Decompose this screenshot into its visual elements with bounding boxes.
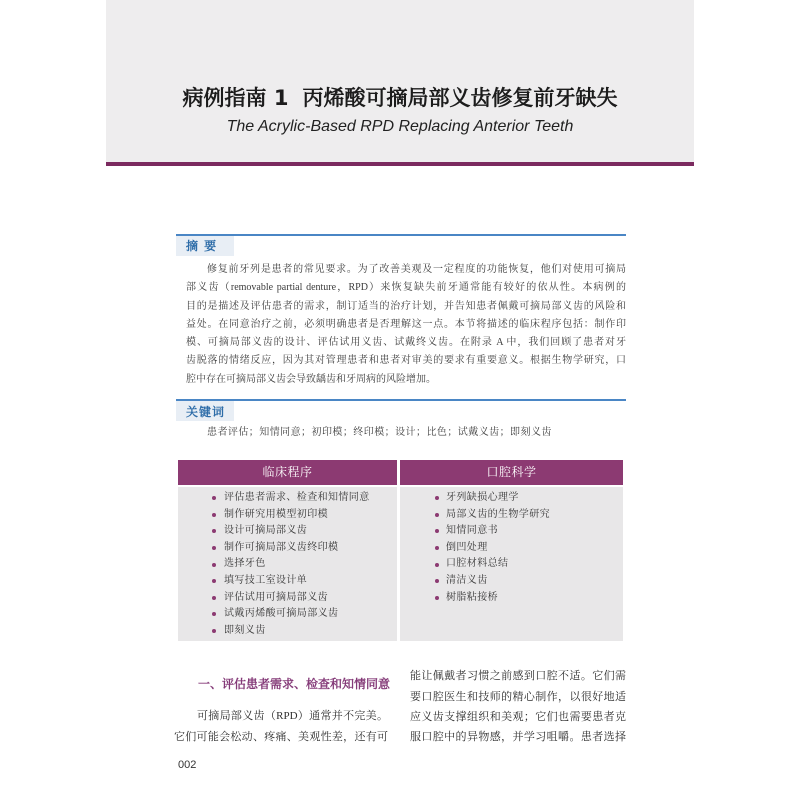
list-item-label: 试戴丙烯酸可摘局部义齿 — [224, 608, 339, 620]
list-item-label: 设计可摘局部义齿 — [224, 525, 308, 537]
list-item-label: 选择牙色 — [224, 558, 266, 570]
list-item-label: 填写技工室设计单 — [224, 574, 308, 586]
body-text-line: 要口腔医生和技师的精心制作，以很好地适 — [410, 691, 626, 703]
list-item — [400, 556, 623, 573]
keywords-top-rule — [176, 399, 626, 401]
abstract-line: 益处。在同意治疗之前，必须明确患者是否理解这一点。本节将描述的临床程序包括：制作印 — [186, 318, 626, 330]
list-item — [400, 490, 623, 507]
case-label: 病例指南 1 — [182, 86, 289, 110]
list-item-label: 知情同意书 — [446, 525, 498, 537]
body-text-line: 应义齿支撑组织和美观；它们也需要患者克 — [410, 711, 626, 723]
keywords-text: 患者评估；知情同意；初印模；终印模；设计；比色；试戴义齿；即刻义齿 — [207, 427, 552, 438]
section-heading: 一、评估患者需求、检查和知情同意 — [198, 677, 391, 691]
list-item-label: 口腔材料总结 — [446, 558, 509, 570]
bullet-icon — [435, 496, 439, 500]
bullet-icon — [435, 596, 439, 600]
bullet-icon — [212, 546, 216, 550]
list-item — [178, 540, 397, 557]
page-number: 002 — [178, 759, 197, 771]
bullet-icon — [212, 629, 216, 633]
header-accent-bar — [106, 162, 694, 166]
list-item — [178, 590, 397, 607]
dental-science-list — [400, 490, 623, 606]
body-text-line: 可摘局部义齿（RPD）通常并不完美。 — [197, 710, 388, 722]
list-item — [178, 556, 397, 573]
table-header-clinical: 临床程序 — [178, 460, 397, 485]
abstract-line: 目的是描述及评估患者的需求，制订适当的治疗计划，并告知患者佩戴可摘局部义齿的风险和 — [186, 300, 626, 312]
bullet-icon — [212, 529, 216, 533]
list-item — [178, 573, 397, 590]
bullet-icon — [435, 546, 439, 550]
list-item — [400, 523, 623, 540]
abstract-line: 模、可摘局部义齿的设计、评估试用义齿、试戴终义齿。在附录 A 中，我们回顾了患者对牙 — [186, 337, 626, 349]
chapter-title-cn: 丙烯酸可摘局部义齿修复前牙缺失 — [302, 86, 618, 110]
bullet-icon — [212, 579, 216, 583]
list-item — [400, 573, 623, 590]
body-text-line: 能让佩戴者习惯之前感到口腔不适。它们需 — [410, 670, 626, 682]
bullet-icon — [212, 612, 216, 616]
list-item — [178, 606, 397, 623]
list-item-label: 牙列缺损心理学 — [446, 492, 519, 503]
list-item — [178, 523, 397, 540]
abstract-line: 腔中存在可摘局部义齿会导致龋齿和牙周病的风险增加。 — [186, 373, 436, 385]
list-item — [178, 507, 397, 524]
list-item-label: 树脂粘接桥 — [446, 591, 498, 603]
bullet-icon — [212, 496, 216, 500]
abstract-line: 部义齿（removable partial denture，RPD）来恢复缺失前牙通常能有较好的依从性。本病例的 — [186, 282, 626, 294]
list-item-label: 制作研究用模型初印模 — [224, 508, 328, 520]
bullet-icon — [435, 563, 439, 567]
abstract-line: 修复前牙列是患者的常见要求。为了改善美观及一定程度的功能恢复，他们对使用可摘局 — [207, 264, 626, 275]
bullet-icon — [435, 529, 439, 533]
list-item-label: 清洁义齿 — [446, 574, 488, 586]
abstract-line: 齿脱落的情绪反应，因为其对管理患者和患者对审美的要求有重要意义。根据生物学研究，口 — [186, 355, 626, 367]
bullet-icon — [212, 513, 216, 517]
list-item — [400, 590, 623, 607]
bullet-icon — [212, 596, 216, 600]
clinical-procedures-list — [178, 490, 397, 639]
body-text-line: 服口腔中的异物感，并学习咀嚼。患者选择 — [410, 731, 626, 743]
bullet-icon — [435, 579, 439, 583]
list-item — [178, 623, 397, 640]
list-item — [178, 490, 397, 507]
chapter-title — [106, 84, 694, 112]
body-text-line: 它们可能会松动、疼痛、美观性差，还有可 — [174, 731, 388, 743]
table-header-dental-science: 口腔科学 — [400, 460, 623, 485]
bullet-icon — [435, 513, 439, 517]
keywords-heading: 关键词 — [186, 405, 226, 419]
abstract-top-rule — [176, 234, 626, 236]
bullet-icon — [212, 563, 216, 567]
chapter-title-en: The Acrylic-Based RPD Replacing Anterior Teeth — [226, 118, 574, 135]
abstract-body — [186, 261, 626, 389]
list-item — [400, 507, 623, 524]
list-item — [400, 540, 623, 557]
list-item-label: 评估试用可摘局部义齿 — [224, 591, 328, 603]
list-item-label: 制作可摘局部义齿终印模 — [224, 541, 339, 553]
list-item-label: 评估患者需求、检查和知情同意 — [224, 492, 370, 503]
list-item-label: 即刻义齿 — [224, 624, 266, 636]
list-item-label: 倒凹处理 — [446, 541, 488, 553]
chapter-header-band — [106, 0, 694, 162]
abstract-heading: 摘 要 — [186, 239, 218, 253]
list-item-label: 局部义齿的生物学研究 — [446, 508, 550, 520]
